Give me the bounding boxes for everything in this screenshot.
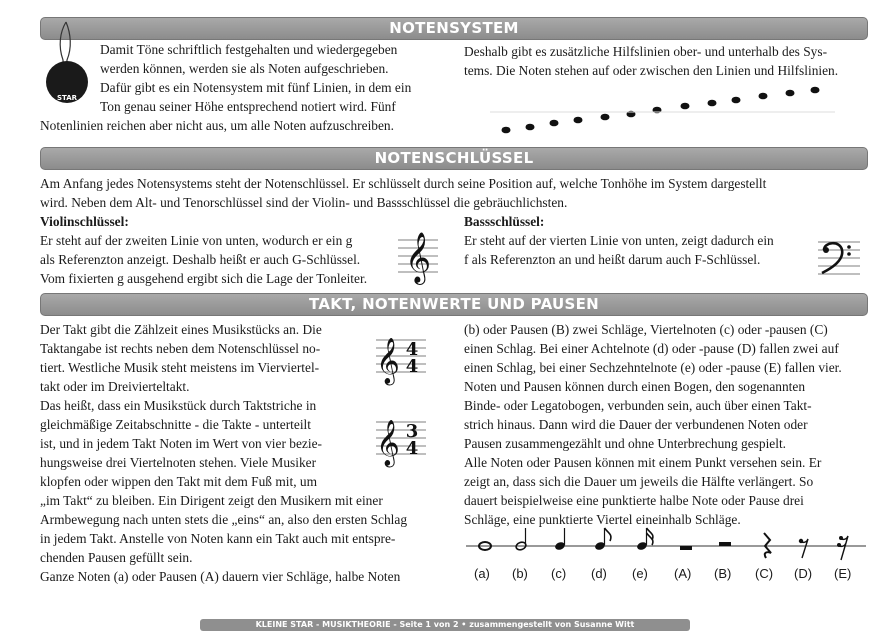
sixteenth-rest-icon [837,536,848,560]
bassschluessel-block: Bassschlüssel: Er steht auf der vierten Linie von unten, zeigt dadurch ein f als Referenzton an und heißt darum auch F-Schlüssel. [464,212,809,269]
label-B: (B) [714,566,732,581]
violinschluessel-block: Violinschlüssel: Er steht auf der zweiten Linie von unten, wodurch er ein g als Referenzton anzeigt. Deshalb heißt er auch G-Schlüssel. Vom fixierten g ausgehend ergibt sich die Lage der Tonleiter. [40,212,390,288]
notenschluessel-intro: Am Anfang jedes Notensystems steht der Notenschlüssel. Er schlüsselt durch seine Position auf, welche Tonhöhe im System dargestellt wird. Neben dem Alt- und Tenorschlüssel sind der Violin- und Bassschlüssel die gebräuchlichsten. [40,176,767,210]
treble-clef-icon [398,226,438,282]
svg-text:𝄞: 𝄞 [376,420,400,466]
takt-left-text-narrow: Der Takt gibt die Zählzeit eines Musikstücks an. Die Taktangabe ist rechts neben dem Notenschlüssel no- tiert. Westliche Musik steht meistens im Vierviertel- takt oder im Dreivierteltakt. Das heißt, dass ein Musikstück durch Taktstriche in gleichmäßige Zeitabschnitte - die Takte - unterteilt ist, und in jedem Takt Noten im Wert von vier bezie- hungsweise drei Viertelnoten stehen. Viele Musiker klopfen oder wippen den Takt mit dem Fuß mit, um [40,322,322,489]
svg-text:𝄞: 𝄞 [404,232,432,283]
bassschluessel-heading: Bassschlüssel: [464,214,545,229]
label-D: (D) [794,566,813,581]
svg-text:𝄞: 𝄞 [376,338,400,384]
ascending-notes-figure [490,82,835,137]
label-e: (e) [632,566,648,581]
label-E: (E) [834,566,852,581]
half-note-icon [515,528,527,551]
violinschluessel-heading: Violinschlüssel: [40,214,129,229]
section-banner-notensystem: NOTENSYSTEM [40,17,868,40]
label-A: (A) [674,566,692,581]
notensystem-right-text: Deshalb gibt es zusätzliche Hilfslinien ober- und unterhalb des Sys- tems. Die Noten stehen auf oder zwischen den Linien und Hilfslinien. [464,44,839,78]
label-b: (b) [512,566,528,581]
sixteenth-note-icon [636,528,653,551]
takt-right-text: (b) oder Pausen (B) zwei Schläge, Viertelnoten (c) oder -pausen (C) einen Schlag. Bei einer Achtelnote (d) oder -pause (D) fallen zwei auf einen Schlag, bei einer Sechzehntelnote (e) oder -pause (E) fallen vier. Noten und Pausen können durch einen Bogen, den sogenannten Binde- oder Legatobogen, verbunden sein, auch über einen Takt- strich hinaus. Dann wird die Dauer der verbundenen Noten oder Pausen zusammengezählt und ohne Unterbrechung gespielt. Alle Noten oder Pausen können mit einem Punkt versehen sein. Er zeigt an, dass sich die Dauer um jeweils die Hälfte verlängert. So dauert beispielweise eine punktierte halbe Note oder Pause drei Schläge, eine punktierte Viertel eineinhalb Schläge. [464,322,842,527]
section-banner-notenschluessel: NOTENSCHLÜSSEL [40,147,868,170]
label-c: (c) [551,566,567,581]
logo-text: STAR [56,94,78,102]
footer-bar: KLEINE STAR - MUSIKTHEORIE - Seite 1 von 2 • zusammengestellt von Susanne Witt [200,619,690,631]
label-C: (C) [755,566,774,581]
label-d: (d) [591,566,607,581]
takt-left-text-wide: „im Takt“ zu bleiben. Ein Dirigent zeigt den Musikern mit einer Armbewegung nach unten stets die „eins“ an, also den ersten Schlag in jedem Takt. Anstelle von Noten kann ein Takt auch mit entspre- chenden Pausen gefüllt sein. Ganze Noten (a) oder Pausen (A) dauern vier Schläge, halbe Noten [40,493,408,584]
whole-rest-icon [680,546,692,550]
half-rest-icon [719,542,731,546]
svg-text:4: 4 [405,356,419,377]
label-a: (a) [474,566,490,581]
time-signature-4-4-figure [376,330,426,384]
notensystem-left-text: Damit Töne schriftlich festgehalten und wiedergegeben werden können, werden sie als Noten aufgeschrieben. Dafür gibt es ein Notensystem mit fünf Linien, in dem ein Ton genau seiner Höhe entsprechend notiert wird. Fünf [100,42,412,114]
svg-text:4: 4 [405,339,419,360]
svg-text:4: 4 [405,438,419,459]
star-logo-icon [36,20,98,102]
notensystem-left-text-last: Notenlinien reichen aber nicht aus, um alle Noten aufzuschreiben. [40,118,394,133]
note-values-staff [466,530,866,564]
quarter-note-icon [554,528,566,551]
time-signature-3-4-figure [376,412,426,466]
svg-text:3: 3 [405,421,419,442]
section-banner-takt: TAKT, NOTENWERTE UND PAUSEN [40,293,868,316]
eighth-rest-icon [799,539,808,558]
bass-clef-icon [818,238,860,278]
eighth-note-icon [594,528,611,551]
